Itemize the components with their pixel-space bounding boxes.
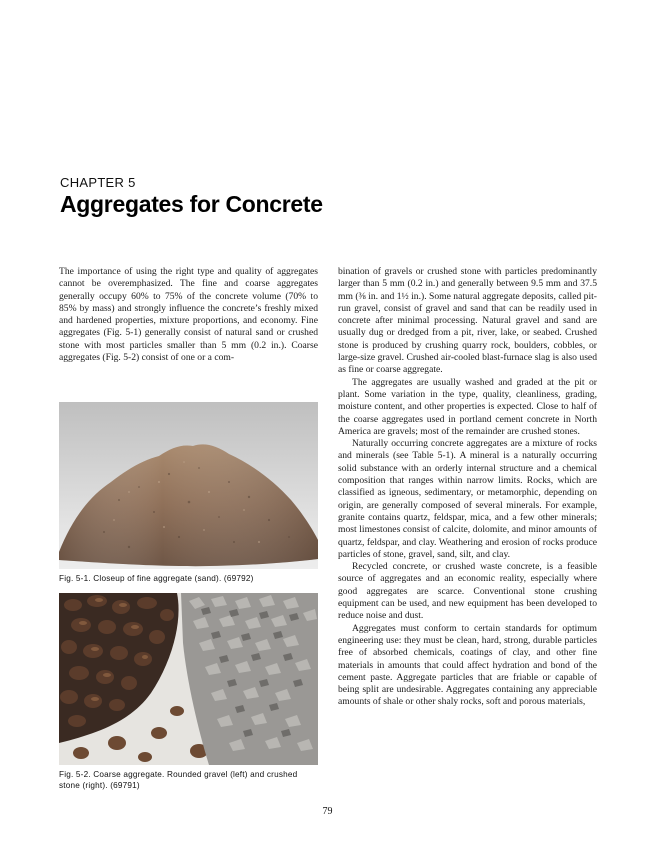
left-column: [59, 266, 318, 364]
intro-paragraph: The importance of using the right type and quality of aggregates cannot be overemphasized. The fine and coarse aggregates generally occupy 60% to 75% of the concrete volume (70% to 85% by mass) and strongly influence the concrete’s freshly mixed and hardened properties, mixture proportions, and economy. Fine aggregates (Fig. 5-1) generally consist of natural sand or crushed stone with most particles smaller than 5 mm (0.2 in.). Coarse aggregates (Fig. 5-2) consist of one or a com-: [59, 266, 318, 364]
paragraph-continuation: bination of gravels or crushed stone with particles predominantly larger than 5 mm (0.2 in.) and generally between 9.5 mm and 37.5 mm (⅜ in. and 1½ in.). Some natural aggregate deposits, called pit-run gravel, consist of gravel and sand that can be readily used in concrete after minimal processing. Natural gravel and sand are usually dug or dredged from a pit, river, lake, or seabed. Crushed stone is produced by crushing quarry rock, boulders, cobbles, or large-size gravel. Crushed air-cooled blast-furnace slag is also used as fine or coarse aggregate.: [338, 266, 597, 376]
paragraph-minerals: Naturally occurring concrete aggregates are a mixture of rocks and minerals (see Table 5-1). A mineral is a naturally occurring solid substance with an orderly internal structure and a chemical composition that ranges within narrow limits. Rocks, which are classified as igneous, sedimentary, or metamorphic, depending on origin, are generally composed of several minerals. For example, granite contains quartz, feldspar, mica, and a few other minerals; most limestones consist of calcite, dolomite, and minor amounts of quartz, feldspar, and clay. Weathering and erosion of rocks produce particles of stone, gravel, sand, silt, and clay.: [338, 438, 597, 560]
sand-pile-image: [59, 402, 318, 569]
paragraph-standards: Aggregates must conform to certain standards for optimum engineering use: they must be clean, hard, strong, durable particles free of absorbed chemicals, coatings of clay, and other fine materials in amounts that could affect hydration and bond of the cement paste. Aggregate particles that are friable or capable of being split are undesirable. Aggregates containing any appreciable amounts of shale or other shaly rocks, soft and porous materials,: [338, 622, 597, 708]
chapter-title: Aggregates for Concrete: [60, 191, 323, 217]
paragraph-washing: The aggregates are usually washed and graded at the pit or plant. Some variation in the type, quality, cleanliness, grading, moisture content, and other properties is expected. Close to half of the coarse aggregates used in portland cement concrete in North America are gravels; most of the remainder are crushed stones.: [338, 376, 597, 437]
coarse-aggregate-photo: [59, 593, 318, 765]
chapter-label: CHAPTER 5: [60, 175, 136, 190]
page-number: 79: [322, 806, 333, 817]
figure-5-2-caption: Fig. 5-2. Coarse aggregate. Rounded gravel (left) and crushed stone (right). (69791): [59, 770, 298, 790]
fine-aggregate-photo: [59, 402, 318, 569]
gravel-and-crushed-stone-image: [59, 593, 318, 765]
right-column: [338, 266, 597, 709]
paragraph-recycled: Recycled concrete, or crushed waste concrete, is a feasible source of aggregates and an economic reality, especially where good aggregates are scarce. Conventional stone crushing equipment can be used, and new equipment has been developed to reduce noise and dust.: [338, 561, 597, 622]
figure-5-1-caption: Fig. 5-1. Closeup of fine aggregate (sand). (69792): [59, 574, 254, 583]
